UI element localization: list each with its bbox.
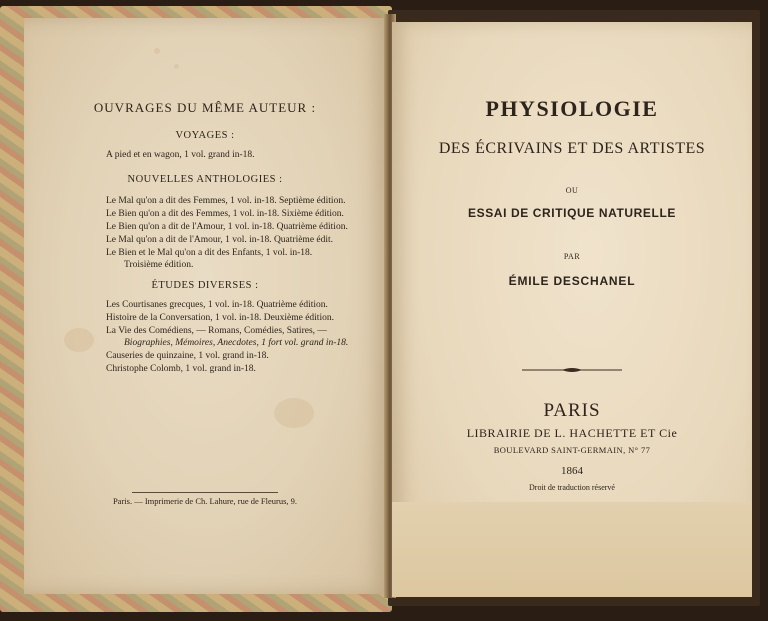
book-entry-continued: Troisième édition.	[124, 260, 194, 270]
rights-notice: Droit de traduction réservé	[529, 483, 615, 492]
publisher-address: BOULEVARD SAINT-GERMAIN, N° 77	[493, 445, 651, 455]
foxing-spot	[64, 328, 94, 352]
book-entry: Le Mal qu'on a dit des Femmes, 1 vol. in-18. Septième édition.	[106, 196, 346, 206]
foxing-spot	[274, 398, 314, 428]
section-title-voyages: VOYAGES :	[175, 130, 235, 141]
page-lower-band	[392, 502, 752, 597]
book-entry: Le Bien qu'on a dit de l'Amour, 1 vol. in-18. Quatrième édition.	[106, 222, 348, 232]
imprint-city: PARIS	[543, 400, 601, 421]
book-entry: A pied et en wagon, 1 vol. grand in-18.	[106, 150, 255, 160]
section-title-anthologies: NOUVELLES ANTHOLOGIES :	[127, 174, 283, 185]
book-entry: Christophe Colomb, 1 vol. grand in-18.	[106, 364, 256, 374]
conjunction: OU	[565, 186, 579, 195]
printer-rule	[132, 492, 278, 493]
book-entry: Le Bien qu'on a dit des Femmes, 1 vol. in-18. Sixième édition.	[106, 209, 344, 219]
foxing-spot	[174, 64, 179, 69]
ornament-rule	[522, 366, 622, 374]
title-line-2: DES ÉCRIVAINS ET DES ARTISTES	[438, 140, 706, 157]
subtitle: ESSAI DE CRITIQUE NATURELLE	[468, 206, 676, 220]
title-line-1: PHYSIOLOGIE	[485, 96, 659, 121]
title-page	[392, 22, 752, 597]
book-entry: Les Courtisanes grecques, 1 vol. in-18. Quatrième édition.	[106, 300, 328, 310]
book-entry: Histoire de la Conversation, 1 vol. in-18. Deuxième édition.	[106, 313, 334, 323]
section-title-etudes: ÉTUDES DIVERSES :	[151, 280, 259, 291]
book-entry: Le Mal qu'on a dit de l'Amour, 1 vol. in-18. Quatrième édit.	[106, 235, 334, 245]
printer-line: Paris. — Imprimerie de Ch. Lahure, rue de Fleurus, 9.	[112, 496, 298, 506]
left-page	[24, 18, 386, 594]
publication-year: 1864	[561, 465, 583, 477]
author-name: ÉMILE DESCHANEL	[508, 274, 636, 288]
book-entry-continued: Biographies, Mémoires, Anecdotes, 1 fort vol. grand in-18.	[124, 338, 349, 348]
foxing-spot	[154, 48, 160, 54]
publisher: LIBRAIRIE DE L. HACHETTE ET Cie	[466, 426, 678, 440]
book-entry: La Vie des Comédiens, — Romans, Comédies, Satires, —	[106, 326, 327, 336]
by-label: PAR	[563, 252, 581, 261]
others-heading: OUVRAGES DU MÊME AUTEUR :	[93, 100, 317, 115]
book-entry: Le Bien et le Mal qu'on a dit des Enfants, 1 vol. in-18.	[106, 248, 313, 258]
book-entry: Causeries de quinzaine, 1 vol. grand in-18.	[106, 351, 269, 361]
